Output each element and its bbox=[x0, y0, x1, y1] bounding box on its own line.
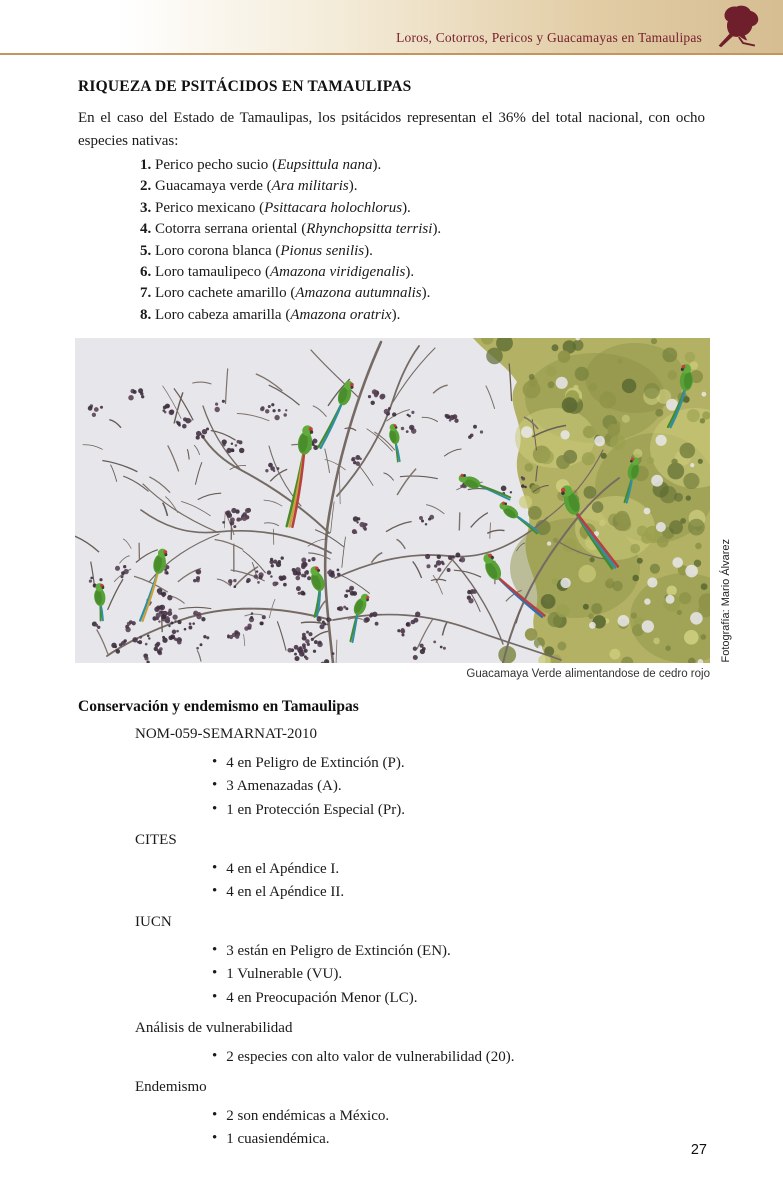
photo-caption: Guacamaya Verde alimentandose de cedro rojo bbox=[466, 668, 710, 681]
species-item: 3. Perico mexicano (Psittacara holochlorus). bbox=[140, 199, 411, 216]
species-common-name: Guacamaya verde bbox=[155, 178, 263, 195]
subsection-heading: NOM-059-SEMARNAT-2010 bbox=[135, 726, 317, 743]
bullet-item: • 4 en el Apéndice I. bbox=[212, 858, 705, 881]
species-number: 7. bbox=[140, 285, 152, 302]
species-scientific-name: Amazona oratrix bbox=[290, 306, 392, 323]
species-number: 1. bbox=[140, 157, 152, 173]
header-band bbox=[0, 0, 783, 55]
bullet-list bbox=[135, 1046, 705, 1069]
bullet-item: • 4 en Peligro de Extinción (P). bbox=[212, 752, 705, 775]
intro-paragraph: En el caso del Estado de Tamaulipas, los psitácidos representan el 36% del total nacional, con ocho especies nativas: bbox=[78, 110, 705, 149]
species-list bbox=[78, 155, 705, 326]
species-common-name: Perico pecho sucio bbox=[155, 157, 269, 173]
species-scientific-name: Eupsittula nana bbox=[277, 157, 373, 173]
species-scientific-name: Rhynchopsitta terrisi bbox=[306, 221, 433, 238]
bullet-item: • 1 cuasiendémica. bbox=[212, 1128, 705, 1151]
species-item: 8. Loro cabeza amarilla (Amazona oratrix). bbox=[140, 306, 401, 323]
bullet-list bbox=[135, 1105, 705, 1151]
species-scientific-name: Ara militaris bbox=[271, 178, 349, 195]
bullet-list bbox=[135, 858, 705, 904]
bullet-item: • 3 están en Peligro de Extinción (EN). bbox=[212, 940, 705, 963]
species-item: 7. Loro cachete amarillo (Amazona autumnalis). bbox=[140, 285, 431, 302]
photo-illustration bbox=[75, 338, 710, 663]
subsection-heading: Endemismo bbox=[135, 1079, 207, 1096]
species-item: 5. Loro corona blanca (Pionus senilis). bbox=[140, 242, 373, 259]
subsection-heading: CITES bbox=[135, 831, 177, 848]
page-title: RIQUEZA DE PSITÁCIDOS EN TAMAULIPAS bbox=[78, 78, 412, 95]
bullet-item: • 1 Vulnerable (VU). bbox=[212, 963, 705, 986]
section-title-conservation: Conservación y endemismo en Tamaulipas bbox=[78, 698, 359, 716]
bullet-item: • 2 son endémicas a México. bbox=[212, 1105, 705, 1128]
species-item: 2. Guacamaya verde (Ara militaris). bbox=[140, 178, 358, 195]
species-common-name: Cotorra serrana oriental bbox=[155, 221, 298, 238]
species-number: 4. bbox=[140, 221, 152, 238]
species-item: 1. Perico pecho sucio (Eupsittula nana). bbox=[140, 157, 382, 173]
subsection-heading: Análisis de vulnerabilidad bbox=[135, 1019, 293, 1036]
bullet-item: • 1 en Protección Especial (Pr). bbox=[212, 799, 705, 822]
photo-macaws-in-tree bbox=[75, 338, 732, 663]
running-head: Loros, Cotorros, Pericos y Guacamayas en Tamaulipas bbox=[396, 30, 702, 45]
species-number: 5. bbox=[140, 242, 152, 259]
page-number: 27 bbox=[690, 1142, 707, 1158]
species-common-name: Loro cachete amarillo bbox=[155, 285, 287, 302]
bullet-list bbox=[135, 940, 705, 1010]
species-common-name: Loro cabeza amarilla bbox=[155, 306, 282, 323]
parrot-icon bbox=[711, 5, 765, 49]
species-item: 6. Loro tamaulipeco (Amazona viridigenalis). bbox=[140, 264, 415, 281]
bullet-list bbox=[135, 752, 705, 822]
species-common-name: Loro tamaulipeco bbox=[155, 264, 262, 281]
species-item: 4. Cotorra serrana oriental (Rhynchopsitta terrisi). bbox=[140, 221, 442, 238]
species-scientific-name: Pionus senilis bbox=[280, 242, 365, 259]
species-number: 8. bbox=[140, 306, 152, 323]
species-common-name: Loro corona blanca bbox=[155, 242, 272, 259]
bullet-item: • 2 especies con alto valor de vulnerabilidad (20). bbox=[212, 1046, 705, 1069]
species-number: 6. bbox=[140, 264, 152, 281]
species-scientific-name: Psittacara holochlorus bbox=[264, 199, 403, 216]
species-common-name: Perico mexicano bbox=[155, 199, 256, 216]
subsection-heading: IUCN bbox=[135, 914, 172, 931]
species-number: 3. bbox=[140, 199, 152, 216]
species-scientific-name: Amazona viridigenalis bbox=[269, 264, 406, 281]
bullet-item: • 3 Amenazadas (A). bbox=[212, 775, 705, 798]
species-number: 2. bbox=[140, 178, 152, 195]
photo-credit: Fotografía: Mario Álvarez bbox=[720, 538, 732, 663]
bullet-item: • 4 en el Apéndice II. bbox=[212, 881, 705, 904]
subsection-nom059 bbox=[135, 726, 705, 1151]
species-scientific-name: Amazona autumnalis bbox=[295, 285, 422, 302]
bullet-item: • 4 en Preocupación Menor (LC). bbox=[212, 987, 705, 1010]
